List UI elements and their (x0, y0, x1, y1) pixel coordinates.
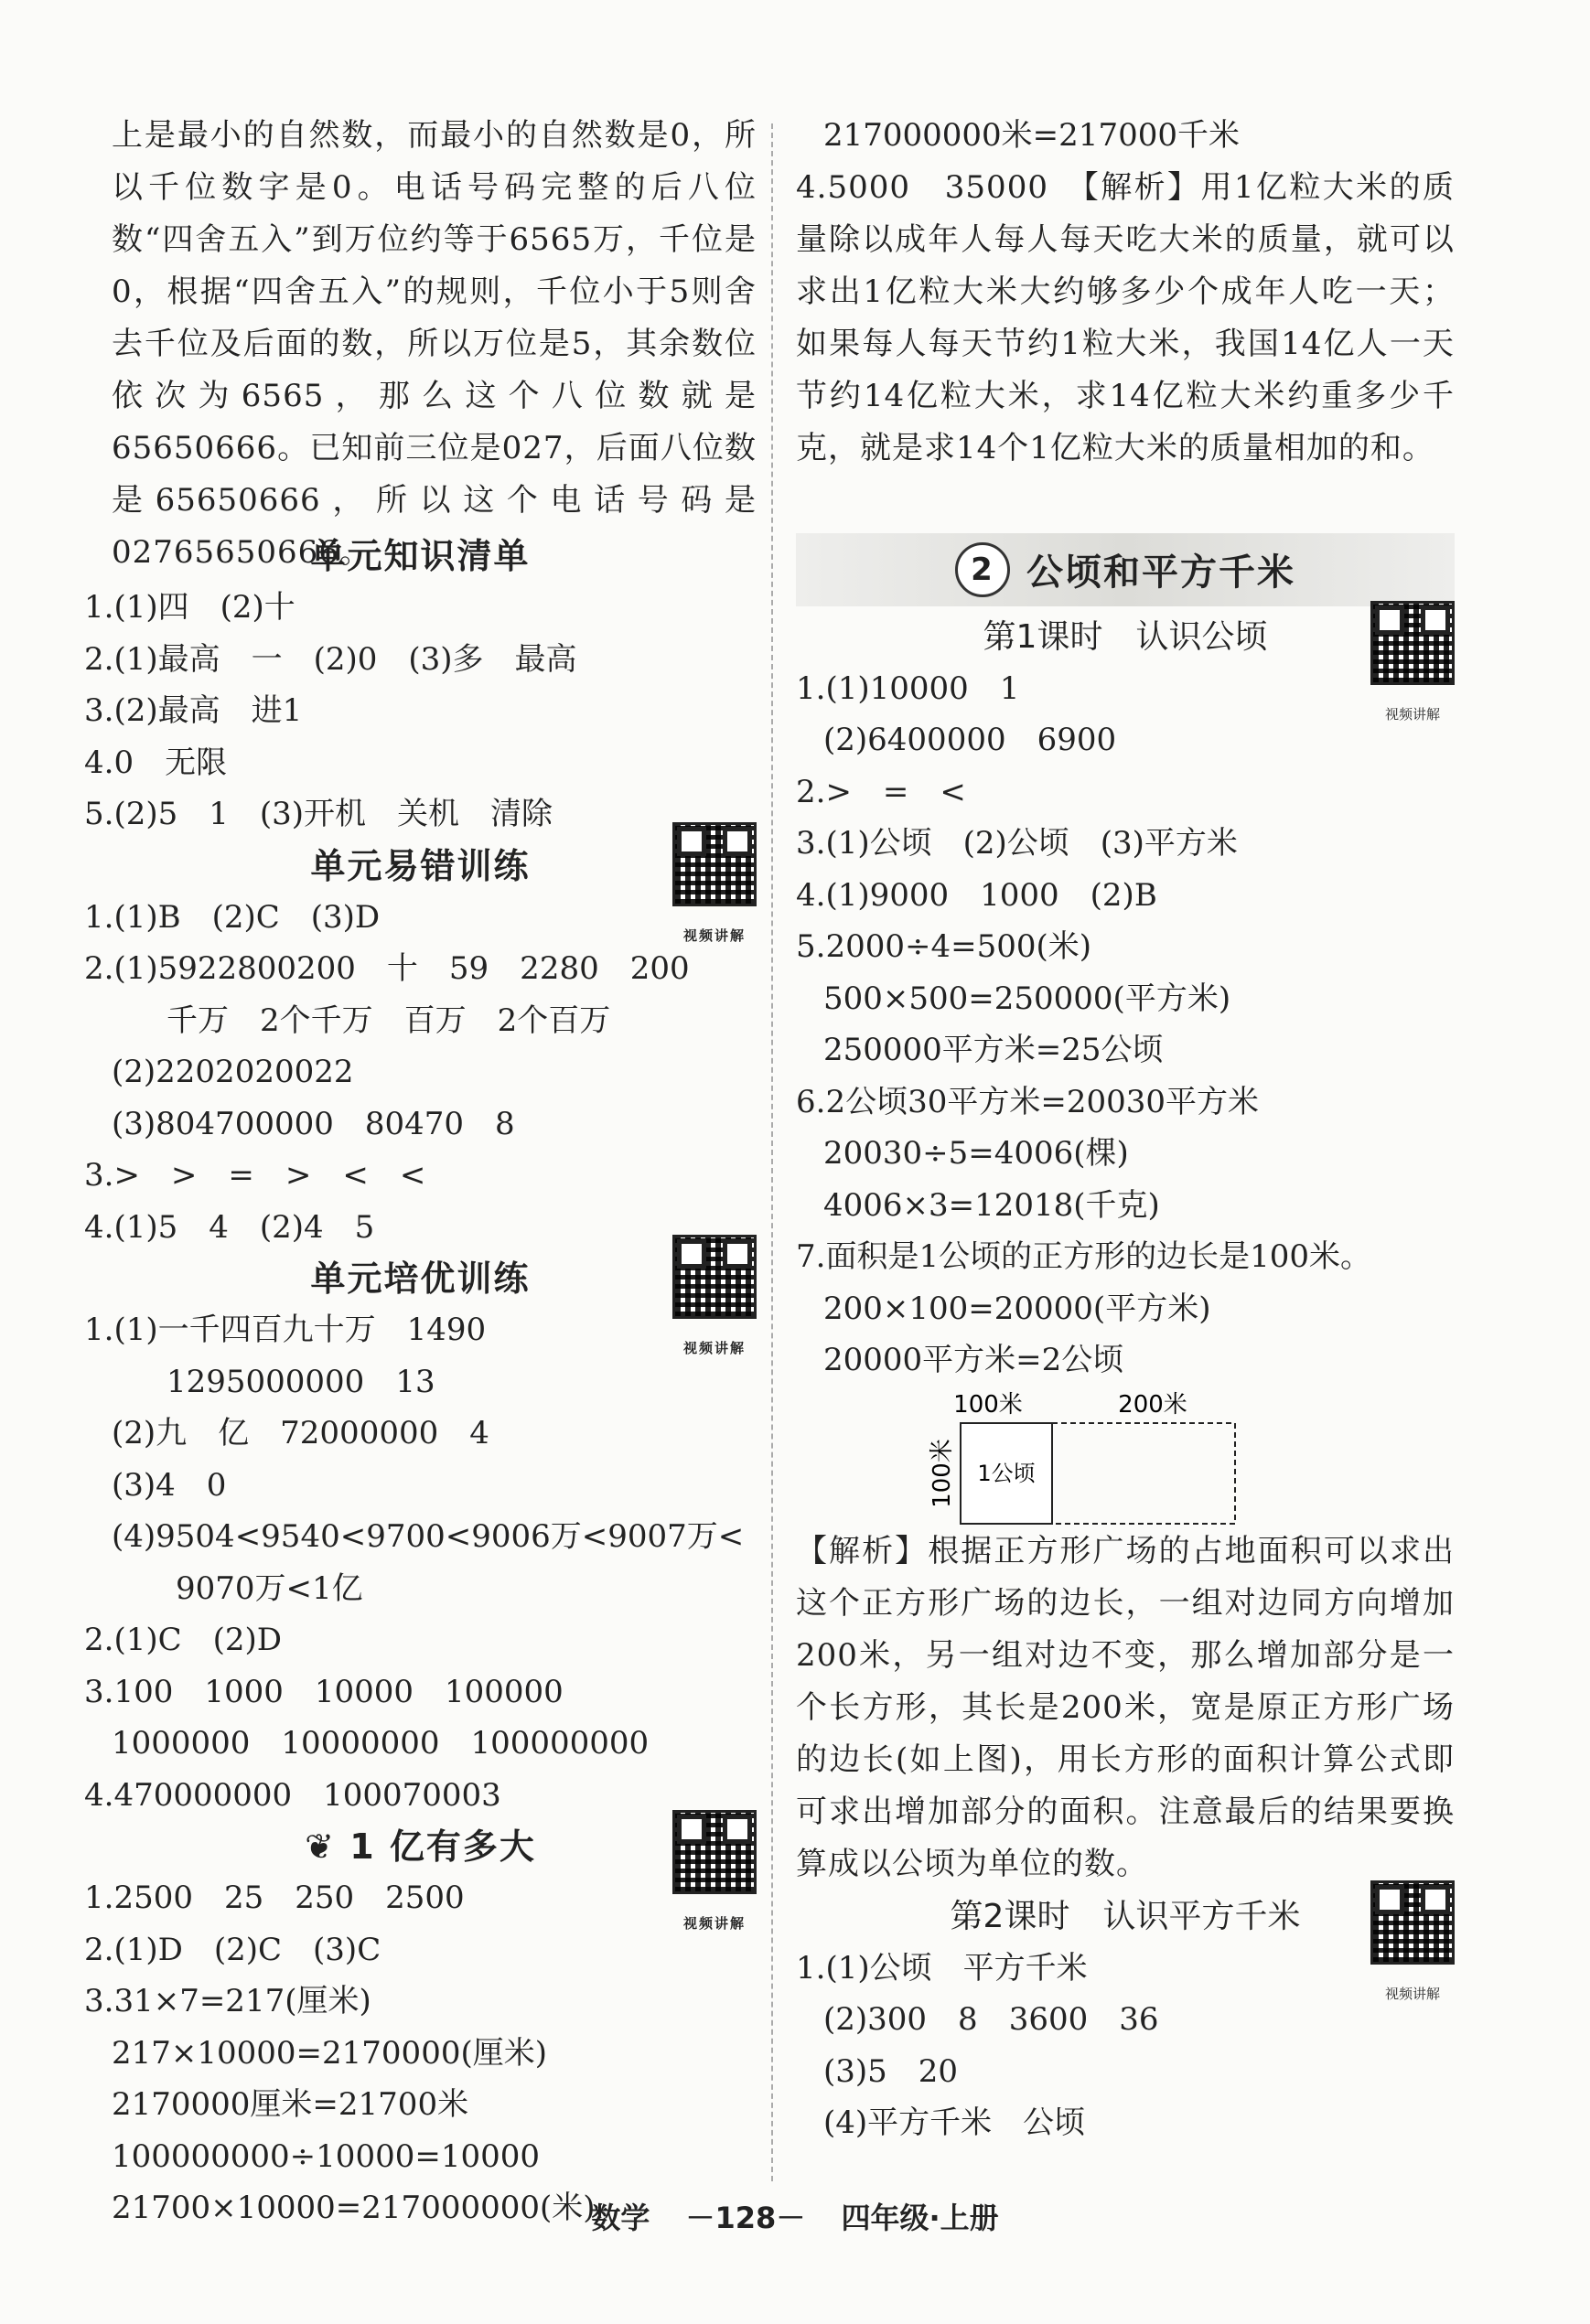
analysis-paragraph: 【解析】根据正方形广场的占地面积可以求出这个正方形广场的边长，一组对边同方向增加200米，另一组对边不变，那么增加部分是一个长方形，其长是200米，宽是原正方形广场的边长(如上图)，用长方形的面积计算公式即可求出增加部分的面积。注意最后的结果要换算成以公顷为单位的数。 (796, 1532, 1455, 1882)
answer-line: 3.> > = > < < (84, 1157, 426, 1194)
left-column (84, 110, 757, 2234)
answer-line: 1.(1)10000 1 (796, 669, 1020, 707)
qr-caption: 视频讲解 (682, 1915, 746, 1932)
answer-line: 3.100 1000 10000 100000 (84, 1673, 564, 1710)
answer-line: 3.31×7=217(厘米) (84, 1983, 371, 2019)
answer-line: 7.面积是1公顷的正方形的边长是100米。 (796, 1238, 1371, 1275)
footer-grade: 四年级·上册 (841, 2201, 999, 2235)
diagram-side-label: 100米 (929, 1438, 956, 1508)
answer-line: 2.(1)D (2)C (3)C (84, 1931, 381, 1968)
answer-line: (4)9504<9540<9700<9006万<9007万< (112, 1518, 745, 1555)
answer-line: 2.(1)最高 一 (2)0 (3)多 最高 (84, 640, 577, 678)
column-divider (771, 123, 773, 2181)
diagram-label-100m: 100米 (953, 1390, 1023, 1419)
answer-line: 217×10000=2170000(厘米) (112, 2034, 547, 2072)
unit-banner (796, 533, 1455, 606)
right-column (796, 110, 1455, 2149)
answer-line: 21700×10000=217000000(米) (112, 2190, 596, 2226)
answer-line: 4.(1)5 4 (2)4 5 (84, 1208, 375, 1246)
qr-code-icon (1370, 601, 1455, 685)
section-title-100-million: ❦ 1 亿有多大 视频讲解 (84, 1821, 757, 1872)
qr-caption: 视频讲解 (682, 926, 746, 944)
diagram-inner-label: 1公顷 (977, 1460, 1036, 1486)
lesson-title-sqkm: 第2课时 认识平方千米 视频讲解 (796, 1891, 1455, 1943)
answer-line: 千万 2个千万 百万 2个百万 (167, 1001, 611, 1039)
answer-line: 2170000厘米=21700米 (112, 2086, 469, 2123)
answer-line: 1000000 10000000 100000000 (112, 1725, 650, 1762)
qr-caption: 视频讲解 (1384, 1985, 1440, 2002)
answer-line: 4.(1)9000 1000 (2)B (796, 876, 1157, 914)
answer-line: 2.(1)C (2)D (84, 1622, 283, 1658)
section-title-mistakes: 单元易错训练 视频讲解 (84, 841, 757, 892)
answer-line: 1.(1)一千四百九十万 1490 (84, 1312, 487, 1348)
answer-line: 100000000÷10000=10000 (112, 2137, 540, 2175)
answer-line: (3)804700000 80470 8 (112, 1105, 515, 1142)
q4-paragraph: 4.5000 35000 【解析】用1亿粒大米的质量除以成年人每人每天吃大米的质量，就可以求出1亿粒大米大约够多少个成年人吃一天；如果每人每天节约1粒大米，我国14亿人一天节约14亿粒大米，求14亿粒大米约重多少千克，就是求14个1亿粒大米的质量相加的和。 (796, 168, 1455, 466)
qr-code-icon (1370, 1880, 1455, 1965)
answer-line: 3.(2)最高 进1 (84, 692, 303, 729)
answer-line: 1.(1)B (2)C (3)D (84, 898, 381, 936)
answer-line: 2.> = < (796, 773, 966, 810)
answer-line: 6.2公顷30平方米=20030平方米 (796, 1083, 1259, 1120)
footer-page-number: －128－ (685, 2201, 806, 2235)
answer-line: (2)2202020022 (112, 1054, 354, 1090)
answer-line: (2)6400000 6900 (823, 722, 1117, 758)
answer-line: 3.(1)公顷 (2)公顷 (3)平方米 (796, 825, 1238, 862)
section-title-advanced: 单元培优训练 视频讲解 (84, 1253, 757, 1304)
lesson-title-hectare: 第1课时 认识公顷 视频讲解 (796, 612, 1455, 663)
answer-line: 20030÷5=4006(棵) (823, 1135, 1129, 1172)
qr-caption: 视频讲解 (682, 1340, 746, 1356)
answer-line: 1.(1)四 (2)十 (84, 589, 295, 626)
qr-code-icon (672, 1810, 757, 1894)
intro-paragraph: 上是最小的自然数，而最小的自然数是0，所以千位数字是0。电话号码完整的后八位数“四舍五入”到万位约等于6565万，千位是0，根据“四舍五入”的规则，千位小于5则舍去千位及后面的数，所以万位是5，其余数位依次为6565，那么这个八位数就是65650666。已知前三位是027，后面八位数是65650666，所以这个电话号码是02765650666。 (112, 117, 757, 571)
diagram-label-200m: 200米 (1118, 1390, 1187, 1419)
answer-line: (3)4 0 (112, 1466, 227, 1504)
qr-code[interactable] (672, 822, 757, 944)
answer-line: 2.(1)5922800200 十 59 2280 200 (84, 950, 690, 987)
qr-code[interactable] (672, 1235, 757, 1356)
area-diagram (929, 1387, 1455, 1533)
answer-line: 4.470000000 100070003 (84, 1776, 501, 1814)
qr-code[interactable] (1370, 601, 1455, 723)
answer-line: 5.2000÷4=500(米) (796, 928, 1091, 965)
answer-line: 1.(1)公顷 平方千米 (796, 1949, 1088, 1987)
qr-code[interactable] (1370, 1880, 1455, 2002)
diagram-extension-rect (1052, 1423, 1235, 1524)
answer-line: 1.2500 25 250 2500 (84, 1880, 465, 1916)
answer-line: 5.(2)5 1 (3)开机 关机 清除 (84, 796, 553, 832)
qr-code-icon (672, 1235, 757, 1319)
answer-line: (4)平方千米 公顷 (823, 2104, 1086, 2141)
qr-code[interactable] (672, 1810, 757, 1932)
qr-code-icon (672, 822, 757, 906)
area-diagram-svg (929, 1387, 1317, 1533)
qr-caption: 视频讲解 (1384, 705, 1440, 723)
answer-line: 20000平方米=2公顷 (823, 1342, 1124, 1378)
page-footer (0, 2195, 1590, 2237)
section-title-knowledge: 单元知识清单 (310, 536, 531, 576)
answer-line: (2)300 8 3600 36 (823, 2001, 1159, 2038)
answer-line: (2)九 亿 72000000 4 (112, 1415, 489, 1451)
footer-subject: 数学 (591, 2201, 650, 2235)
unit-number-badge: 2 (955, 542, 1010, 597)
answer-line: (3)5 20 (823, 2052, 959, 2090)
answer-line: 217000000米=217000千米 (823, 117, 1240, 154)
answer-line: 4006×3=12018(千克) (823, 1186, 1160, 1224)
answer-line: 200×100=20000(平方米) (823, 1290, 1211, 1327)
answer-line: 1295000000 13 (167, 1363, 435, 1400)
answer-line: 500×500=250000(平方米) (823, 980, 1231, 1017)
answer-line: 9070万<1亿 (176, 1569, 363, 1607)
answer-line: 250000平方米=25公顷 (823, 1032, 1164, 1068)
unit-title: 公顷和平方千米 (1026, 552, 1295, 594)
answer-line: 4.0 无限 (84, 744, 228, 781)
sprout-icon: ❦ (305, 1826, 336, 1867)
